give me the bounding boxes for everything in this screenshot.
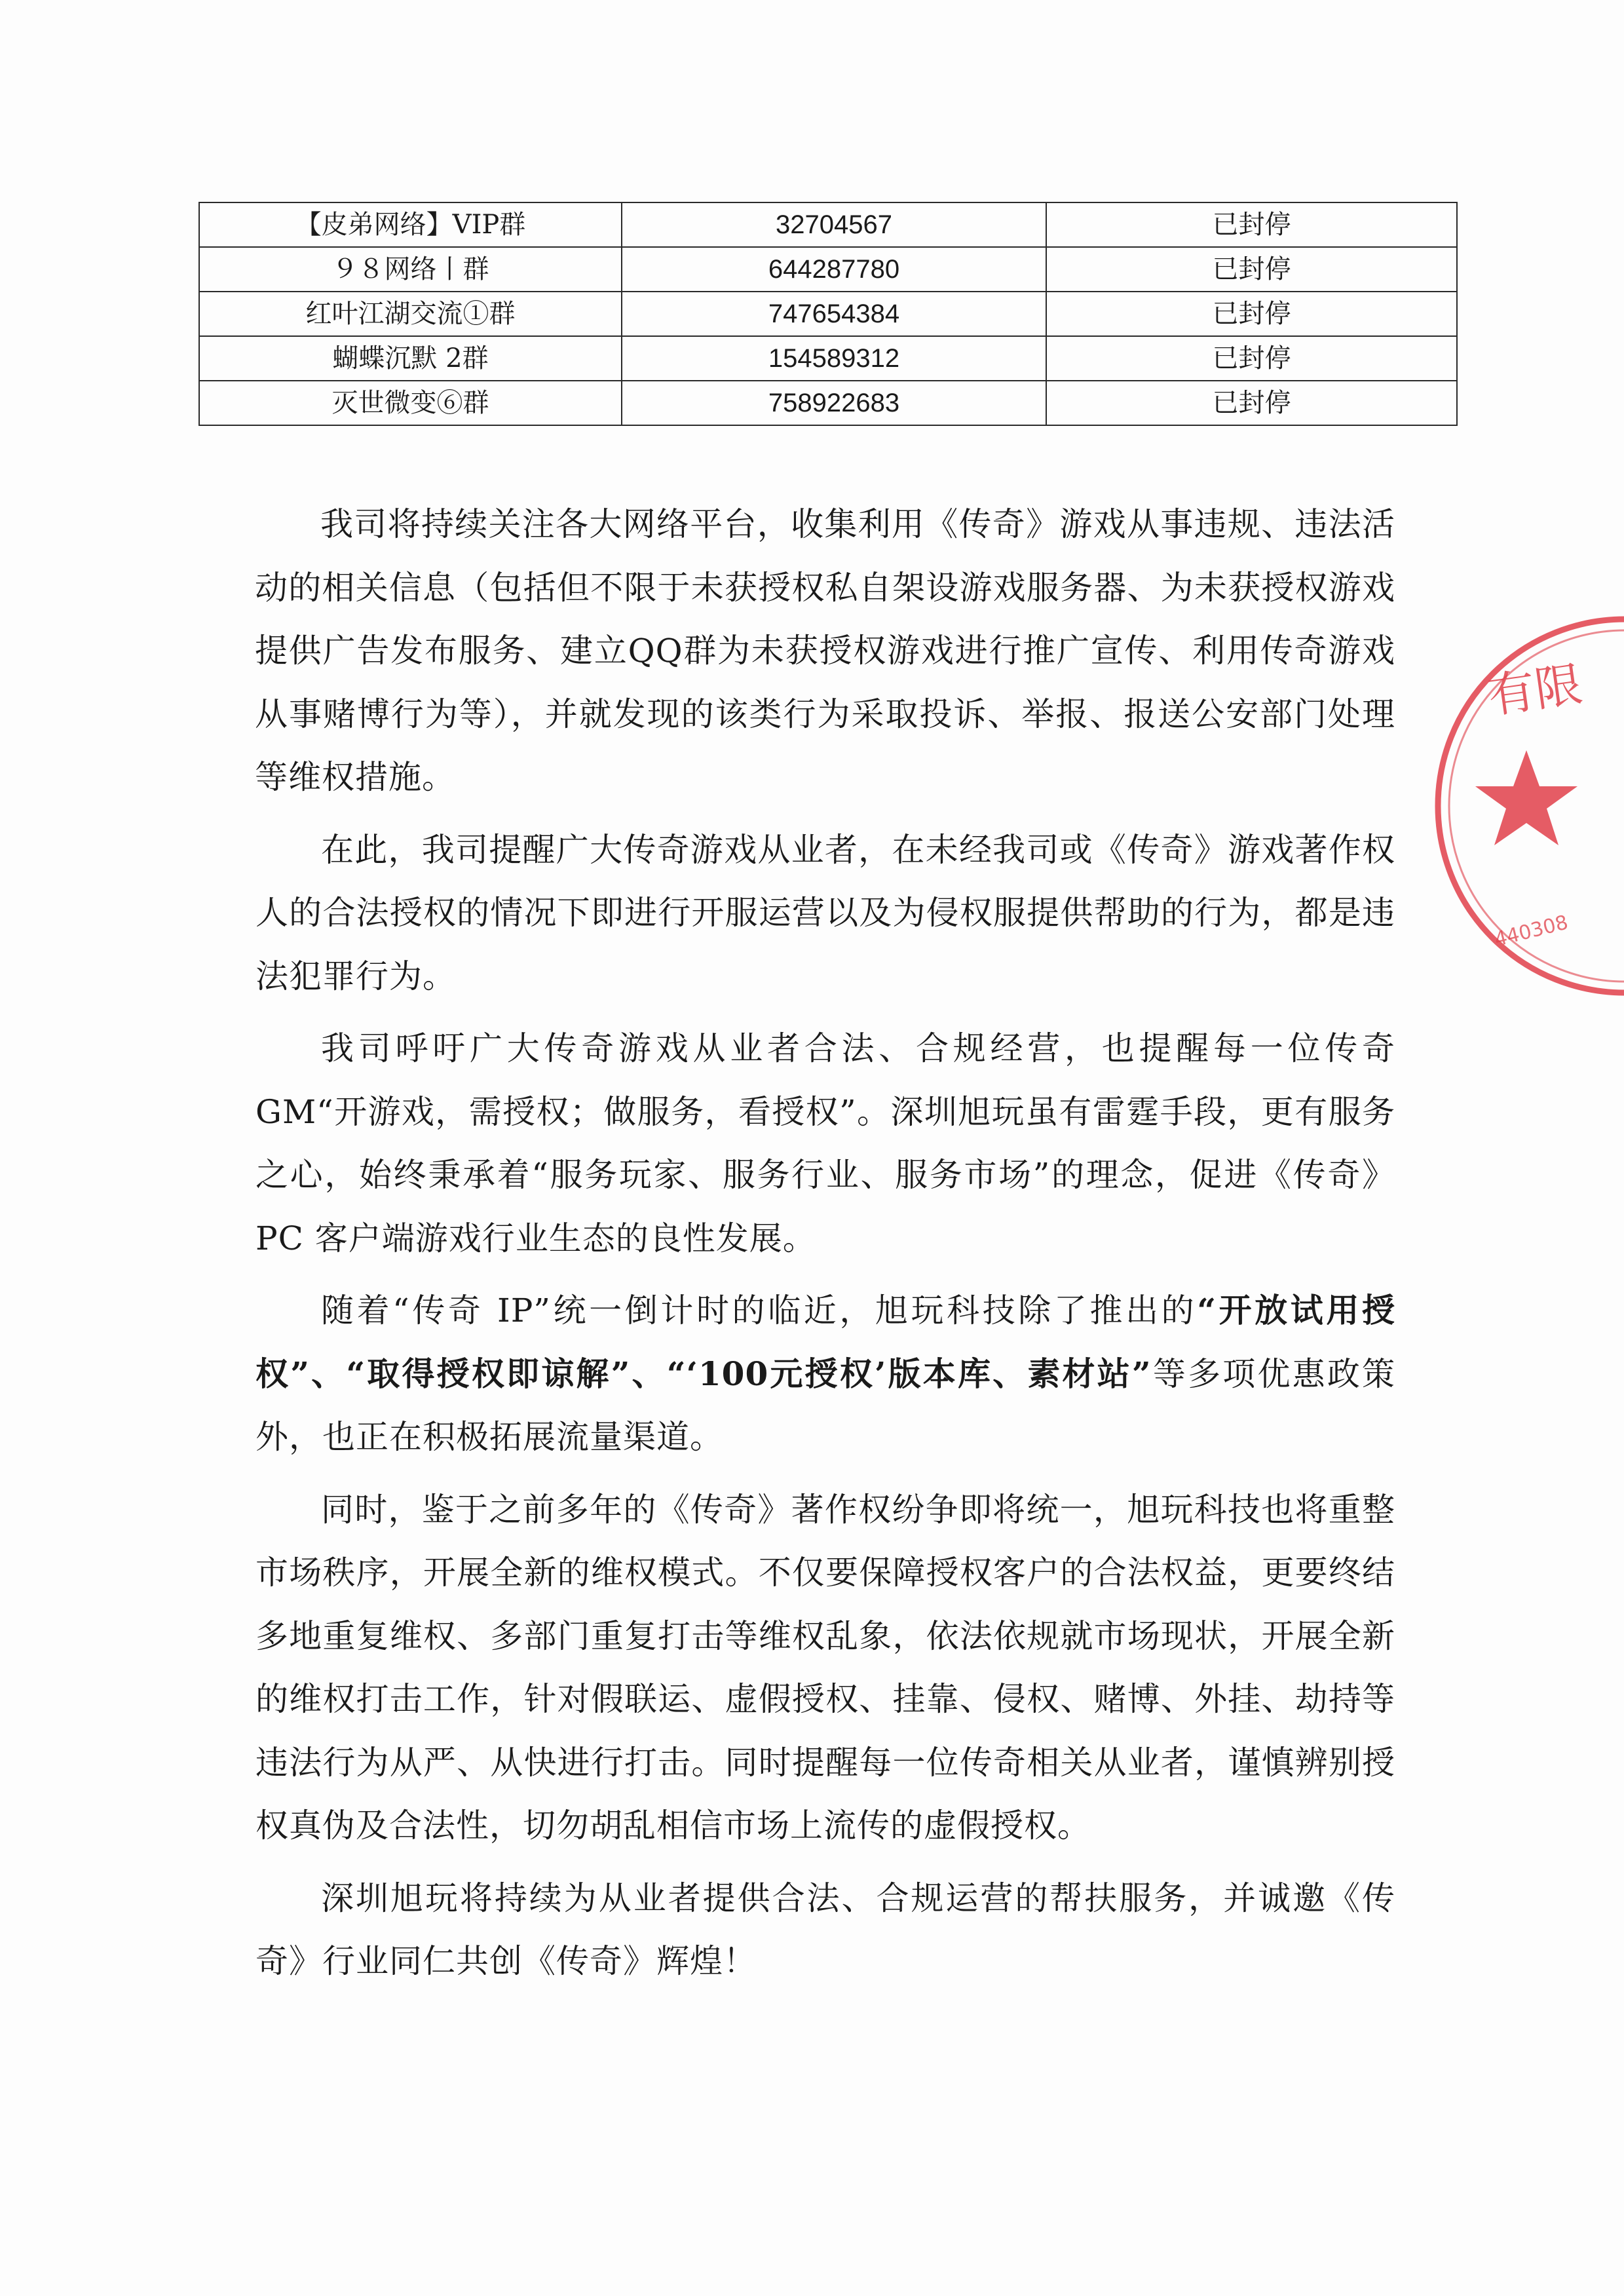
seal-text: 有限 xyxy=(1484,656,1586,724)
group-number-cell: 747654384 xyxy=(622,292,1046,336)
group-status-cell: 已封停 xyxy=(1046,202,1457,247)
table-row xyxy=(199,292,1457,336)
table-row xyxy=(199,202,1457,247)
group-name-cell: 蝴蝶沉默 2群 xyxy=(199,336,622,381)
policies-outro-text: 等多项优惠政策外，也正在积极拓展流量渠道。 xyxy=(255,1354,1396,1456)
company-seal-stamp xyxy=(1428,609,1624,1003)
paragraph-closing: 深圳旭玩将持续为从业者提供合法、合规运营的帮扶服务，并诚邀《传奇》行业同仁共创《传奇》辉煌！ xyxy=(255,1879,1395,1980)
group-number-cell: 758922683 xyxy=(622,381,1046,425)
table-row xyxy=(199,381,1457,425)
paragraph-appeal: 我司呼吁广大传奇游戏从业者合法、合规经营，也提醒每一位传奇 GM“开游戏，需授权；做服务，看授权”。深圳旭玩虽有雷霆手段，更有服务之心，始终秉承着“服务玩家、服务行业、服务市场”的理念，促进《传奇》PC 客户端游戏行业生态的良性发展。 xyxy=(255,1029,1395,1257)
group-name-cell: 【皮弟网络】VIP群 xyxy=(199,202,622,247)
table-row xyxy=(199,336,1457,381)
paragraph-monitoring: 我司将持续关注各大网络平台，收集利用《传奇》游戏从事违规、违法活动的相关信息（包括但不限于未获授权私自架设游戏服务器、为未获授权游戏提供广告发布服务、建立QQ群为未获授权游戏进行推广宣传、利用传奇游戏从事赌博行为等），并就发现的该类行为采取投诉、举报、报送公安部门处理等维权措施。 xyxy=(255,505,1395,796)
policies-bold-text: “开放试用授权”、“取得授权即谅解”、“‘100元授权’版本库、素材站” xyxy=(255,1291,1395,1393)
group-status-cell: 已封停 xyxy=(1046,292,1457,336)
group-status-cell: 已封停 xyxy=(1046,381,1457,425)
qq-groups-table xyxy=(198,202,1458,426)
seal-star-icon xyxy=(1475,750,1577,845)
seal-number: 440308 xyxy=(1492,911,1571,951)
paragraph-new-enforcement: 同时，鉴于之前多年的《传奇》著作权纷争即将统一，旭玩科技也将重整市场秩序，开展全新的维权模式。不仅要保障授权客户的合法权益，更要终结多地重复维权、多部门重复打击等维权乱象，依法依规就市场现状，开展全新的维权打击工作，针对假联运、虚假授权、挂靠、侵权、赌博、外挂、劫持等违法行为从严、从快进行打击。同时提醒每一位传奇相关从业者，谨慎辨别授权真伪及合法性，切勿胡乱相信市场上流传的虚假授权。 xyxy=(255,1490,1395,1845)
group-status-cell: 已封停 xyxy=(1046,247,1457,292)
paragraph-reminder: 在此，我司提醒广大传奇游戏从业者，在未经我司或《传奇》游戏著作权人的合法授权的情况下即进行开服运营以及为侵权服提供帮助的行为，都是违法犯罪行为。 xyxy=(255,830,1395,995)
group-name-cell: 红叶江湖交流①群 xyxy=(199,292,622,336)
notice-body xyxy=(255,493,1395,1993)
group-number-cell: 644287780 xyxy=(622,247,1046,292)
paragraph-policies xyxy=(255,1279,1395,1469)
group-number-cell: 32704567 xyxy=(622,202,1046,247)
table-row xyxy=(199,247,1457,292)
group-number-cell: 154589312 xyxy=(622,336,1046,381)
group-status-cell: 已封停 xyxy=(1046,336,1457,381)
policies-intro-text: 随着“传奇 IP”统一倒计时的临近，旭玩科技除了推出的 xyxy=(321,1292,1198,1330)
group-name-cell: ９８网络丨群 xyxy=(199,247,622,292)
group-name-cell: 灭世微变⑥群 xyxy=(199,381,622,425)
